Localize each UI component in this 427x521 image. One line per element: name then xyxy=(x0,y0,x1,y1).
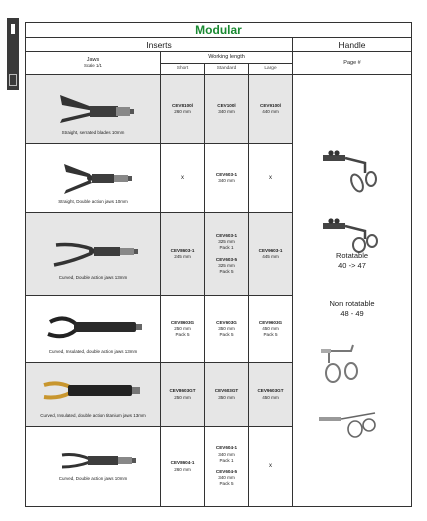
length-value: 450 mm xyxy=(262,394,279,400)
large-header: Large xyxy=(249,64,293,75)
unavailable-mark: x xyxy=(269,174,272,181)
length-value: 260 mm xyxy=(174,466,191,472)
short-cell xyxy=(161,75,205,144)
rotatable-handle-icon-2 xyxy=(323,218,377,252)
catalog-table xyxy=(25,22,412,507)
product-code: CEV8603-1 xyxy=(170,247,195,253)
jaw-caption: Curved, Insulated, double action titanium jaws 13mm xyxy=(40,412,146,418)
product-code: CEV9100l xyxy=(260,102,281,108)
length-value: 350 mm xyxy=(218,394,235,400)
jaw-image-cell xyxy=(26,363,161,427)
curved-double-action-10mm-icon xyxy=(26,427,161,507)
rotatable-handle-icon xyxy=(323,150,376,193)
product-code: CEV9603-1 xyxy=(258,247,283,253)
standard-cell xyxy=(205,144,249,213)
product-code: CEV603-5 xyxy=(215,256,238,262)
large-cell xyxy=(249,427,293,507)
product-code: CEV9603G xyxy=(258,319,283,325)
pack-value: Pack 1 xyxy=(219,245,234,251)
length-value: 340 mm xyxy=(218,178,235,183)
nonrotatable-pages: 48 - 49 xyxy=(340,309,364,318)
product-code: CEV8604-1 xyxy=(170,460,195,466)
rotatable-pages: 40 -> 47 xyxy=(338,261,366,270)
pack-value: Pack 1 xyxy=(219,457,234,463)
side-tab-mark xyxy=(11,24,15,34)
non-rotatable-handle-icon-2 xyxy=(319,413,375,437)
product-code: CEV603-1 xyxy=(215,171,238,177)
product-code: CEV604-1 xyxy=(215,445,238,451)
product-code: CEV603G xyxy=(216,319,237,325)
pack-value: Pack 5 xyxy=(263,332,278,338)
large-cell xyxy=(249,144,293,213)
length-value: 445 mm xyxy=(262,254,279,259)
short-cell xyxy=(161,144,205,213)
handle-column xyxy=(293,75,412,507)
jaw-image-cell xyxy=(26,213,161,296)
pack-value: Pack 5 xyxy=(219,332,234,338)
large-cell xyxy=(249,363,293,427)
jaw-caption: Straight, serrated blades 10mm xyxy=(61,129,125,135)
side-tab-marker xyxy=(7,18,19,90)
jaw-caption: Straight, Double action jaws 10mm xyxy=(58,198,128,204)
curved-double-action-jaws-icon xyxy=(26,213,161,296)
large-cell xyxy=(249,213,293,296)
length-value: 350 mm xyxy=(218,325,235,331)
length-value: 325 mm xyxy=(218,262,235,268)
length-value: 340 mm xyxy=(218,109,235,114)
length-value: 325 mm xyxy=(218,239,235,245)
short-cell xyxy=(161,296,205,363)
jaws-header xyxy=(26,52,161,75)
length-value: 250 mm xyxy=(174,325,191,331)
product-code: CEV603-1 xyxy=(215,232,238,238)
standard-header: Standard xyxy=(205,64,249,75)
handle-illustrations xyxy=(293,75,412,470)
jaw-caption: Curved, Insulated, double action jaws 13mm xyxy=(48,348,138,354)
handle-header: Handle xyxy=(293,38,412,52)
jaw-image-cell xyxy=(26,144,161,213)
unavailable-mark: x xyxy=(269,463,272,470)
product-code: CEV100l xyxy=(217,102,236,108)
page-number-header: Page # xyxy=(293,52,412,75)
large-cell xyxy=(249,296,293,363)
jaw-caption: Curved, Double action jaws 10mm xyxy=(58,475,128,481)
standard-cell xyxy=(205,75,249,144)
jaws-label: Jaws xyxy=(86,56,100,63)
side-tab-bar xyxy=(9,74,17,86)
product-code: CEV603GT xyxy=(214,388,239,394)
product-code: CEV9603GT xyxy=(257,388,284,394)
standard-cell xyxy=(205,213,249,296)
length-value: 260 mm xyxy=(174,109,191,114)
short-cell xyxy=(161,213,205,296)
working-length-header: Working length xyxy=(161,52,293,64)
pack-value: Pack 5 xyxy=(175,332,190,338)
jaw-image-cell xyxy=(26,75,161,144)
product-code: CEV604-5 xyxy=(215,469,238,474)
scale-label: Scale 1/1 xyxy=(84,63,102,68)
length-value: 450 mm xyxy=(262,325,279,331)
standard-cell xyxy=(205,363,249,427)
table-row xyxy=(26,75,412,144)
unavailable-mark: x xyxy=(181,174,184,181)
nonrotatable-label: Non rotatable xyxy=(329,299,375,308)
standard-cell xyxy=(205,296,249,363)
length-value: 245 mm xyxy=(174,254,191,259)
jaw-image-cell xyxy=(26,427,161,507)
inserts-header: Inserts xyxy=(26,38,293,52)
product-code: CEV8603GT xyxy=(169,388,196,394)
pack-value: Pack 5 xyxy=(219,481,234,487)
short-cell xyxy=(161,427,205,507)
jaw-image-cell xyxy=(26,296,161,363)
page-title: Modular xyxy=(26,23,412,38)
large-cell xyxy=(249,75,293,144)
product-code: CEV8603G xyxy=(170,319,195,325)
non-rotatable-handle-icon xyxy=(321,345,357,382)
length-value: 340 mm xyxy=(218,451,235,457)
pack-value: Pack 5 xyxy=(219,268,234,274)
jaw-caption: Curved, Double action jaws 13mm xyxy=(58,274,128,280)
rotatable-label: Rotatable xyxy=(335,251,369,260)
length-value: 440 mm xyxy=(262,109,279,114)
product-code: CEV8100l xyxy=(172,102,193,108)
length-value: 250 mm xyxy=(174,394,191,400)
length-value: 340 mm xyxy=(218,475,235,481)
standard-cell xyxy=(205,427,249,507)
short-header: Short xyxy=(161,64,205,75)
short-cell xyxy=(161,363,205,427)
